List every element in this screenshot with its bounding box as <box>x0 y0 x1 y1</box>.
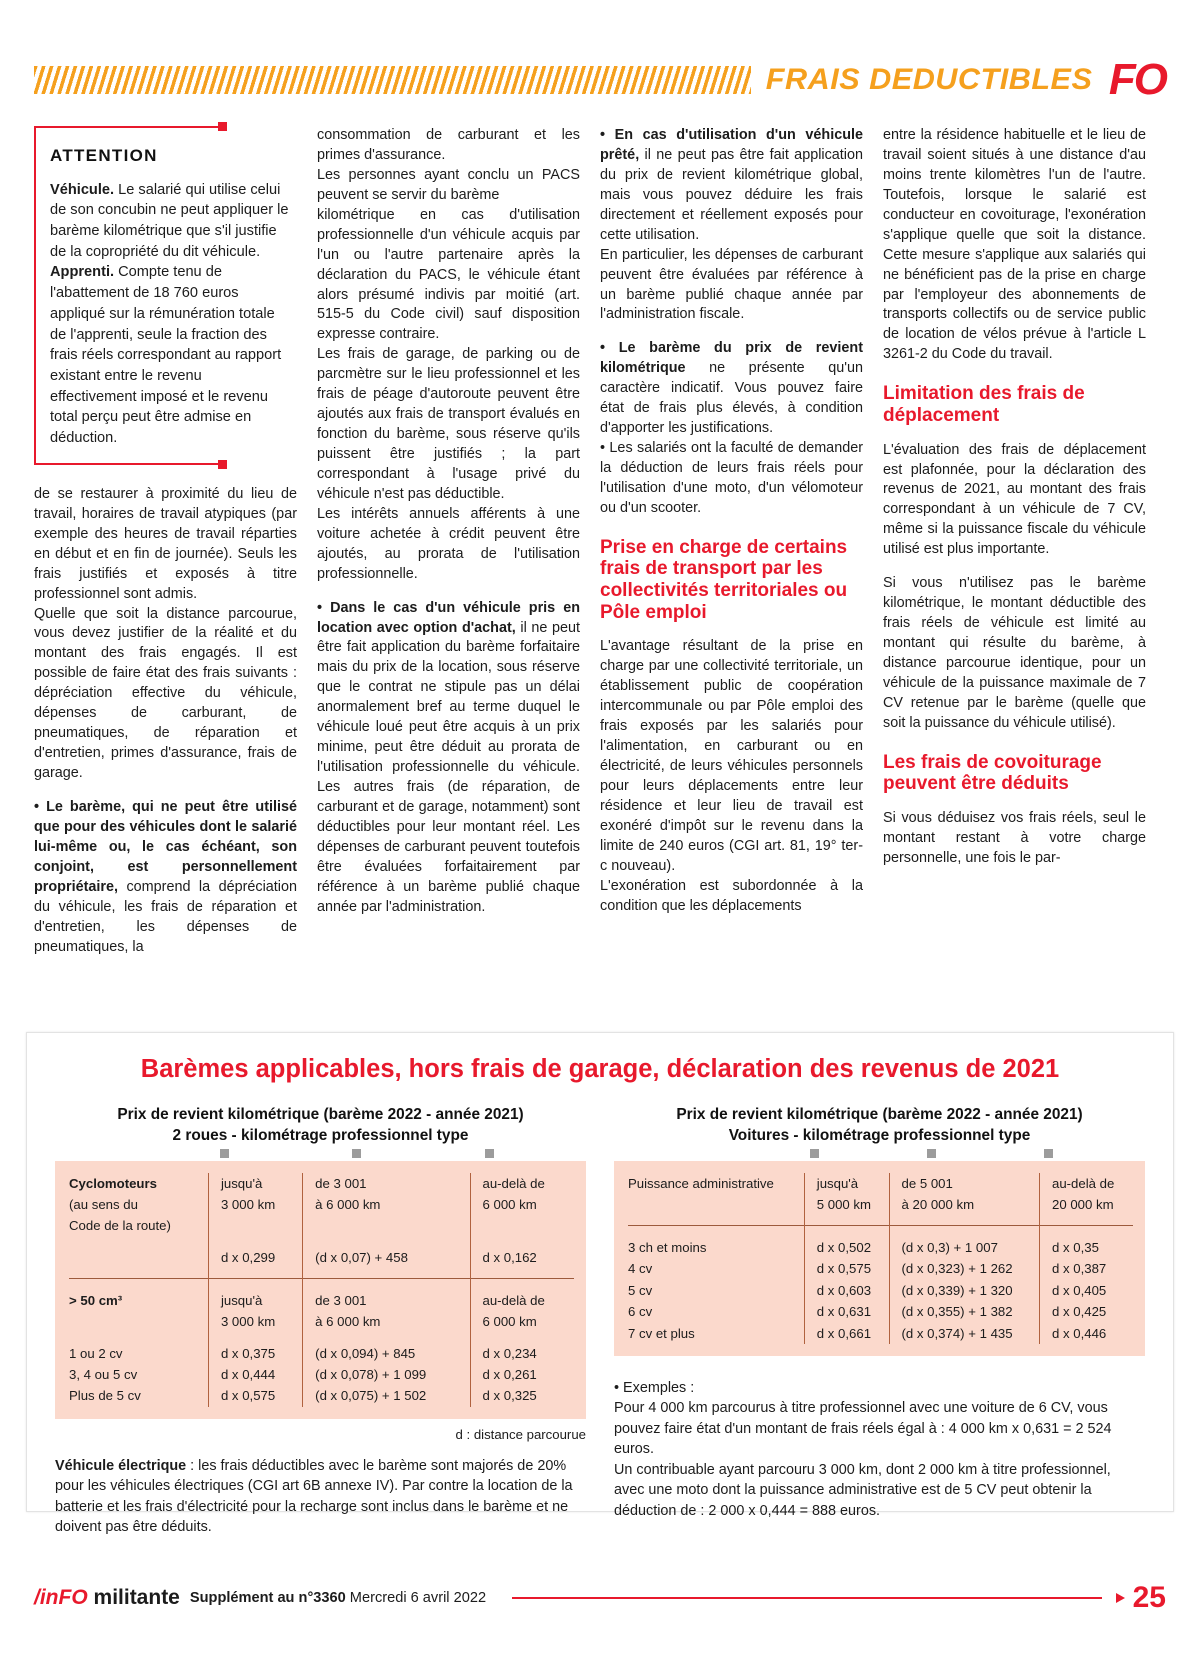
cell: au-delà de <box>1039 1173 1133 1194</box>
row-label <box>628 1194 804 1215</box>
table-2roues-title: Prix de revient kilométrique (barème 2022 - année 2021) <box>117 1106 524 1123</box>
row-label: > 50 cm³ <box>69 1278 208 1311</box>
row-label: Cyclomoteurs <box>69 1175 157 1191</box>
cell: (d x 0,374) + 1 435 <box>889 1323 1039 1344</box>
cell <box>208 1215 302 1236</box>
column-tick-icon-3 <box>485 1149 494 1158</box>
cell: d x 0,603 <box>804 1280 889 1301</box>
cell: d x 0,405 <box>1039 1280 1133 1301</box>
cell: d x 0,575 <box>208 1385 302 1406</box>
distance-note: d : distance parcourue <box>455 1426 586 1442</box>
cell: (d x 0,339) + 1 320 <box>889 1280 1039 1301</box>
cell: d x 0,299 <box>208 1247 302 1268</box>
col3-paragraph-6: L'exonération est subordonnée à la condition que les déplacements <box>600 877 863 914</box>
table-row <box>628 1173 1133 1194</box>
page-footer <box>34 1581 1166 1615</box>
col3-paragraph-5: L'avantage résultant de la prise en charge par une collectivité territoriale, un établissement public de coopération intercommunale ou par Pôle emploi des frais exposés par les salariés pour l'alimentation, en carburant ou en électricité, de leurs véhicules personnels pour leurs déplacements entre leur résidence et leur lieu de travail est exonéré d'impôt sur le revenu dans la limite de 240 euros (CGI art. 81, 19° ter-c nouveau). <box>600 638 863 874</box>
cell: d x 0,502 <box>804 1225 889 1258</box>
column-tick-icon-1 <box>810 1149 819 1158</box>
attention-p1-text: Le salarié qui utilise celui de son concubin ne peut appliquer le barème kilométrique que s'il justifie de la copropriété du dit véhicule. <box>50 181 289 260</box>
page-title: FRAIS DEDUCTIBLES <box>765 63 1093 96</box>
cell: (d x 0,094) + 845 <box>303 1343 470 1364</box>
cell: d x 0,444 <box>208 1364 302 1385</box>
column-3 <box>600 126 863 1016</box>
attention-box <box>34 126 297 465</box>
row-label: 5 cv <box>628 1282 653 1298</box>
cell: 5 000 km <box>804 1194 889 1215</box>
heading-limitation-frais: Limitation des frais de déplacement <box>883 383 1085 426</box>
supplement-info <box>190 1590 486 1606</box>
col3-p3-text: ne présente qu'un caractère indicatif. Vous pouvez faire état de frais plus élevés, à condition d'apporter les justifications. <box>600 360 863 437</box>
cell: d x 0,325 <box>470 1385 574 1406</box>
cell <box>470 1215 574 1236</box>
cell: d x 0,661 <box>804 1323 889 1344</box>
cell: d x 0,261 <box>470 1364 574 1385</box>
attention-p1-lead: Véhicule. <box>50 181 115 198</box>
cell: d x 0,575 <box>804 1258 889 1279</box>
col3-p1-text: il ne peut pas être fait application du prix de revient kilométrique global, mais vous pouvez déduire les frais directement et réellement exposés pour cette utilisation. <box>600 146 863 243</box>
column-2 <box>317 126 580 1016</box>
cell: (d x 0,07) + 458 <box>303 1247 470 1268</box>
table-caption-voitures <box>614 1104 1145 1147</box>
col4-paragraph-1: entre la résidence habituelle et le lieu de travail soient situés à une distance d'au moins trente kilomètres l'un de l'autre. Toutefois, lorsque le salarié est conducteur en covoiturage, l'exonération s'applique quelle que soit la distance. Cette mesure s'applique aux salariés qui ne bénéficient pas de la prise en charge par l'employeur des abonnements de transports collectifs ou de service public de location de vélos prévue à l'article L 3261-2 du Code du travail. <box>883 127 1146 363</box>
col2-paragraph-2: Les personnes ayant conclu un PACS peuvent se servir du barème <box>317 166 580 203</box>
table-row <box>628 1194 1133 1215</box>
cell: 3 000 km <box>208 1194 302 1215</box>
info-militante-logo <box>34 1586 180 1610</box>
fo-logo: FO <box>1108 55 1166 105</box>
row-label <box>69 1247 208 1268</box>
cell: d x 0,234 <box>470 1343 574 1364</box>
row-label <box>69 1311 208 1332</box>
col1-p3-lead: • Le barème, qui ne peut être utilisé que pour des véhicules dont le salarié lui-même ou, le cas échéant, son conjoint, est personnellement propriétaire, <box>34 798 297 895</box>
supplement-number: Supplément au n°3360 <box>189 1590 346 1606</box>
cell: à 20 000 km <box>889 1194 1039 1215</box>
col3-paragraph-3 <box>600 339 863 439</box>
col2-paragraph-1: consommation de carburant et les primes d'assurance. <box>317 127 580 163</box>
attention-body <box>50 180 291 449</box>
header-label: Puissance administrative <box>628 1175 774 1191</box>
table-spacer-row <box>69 1237 574 1247</box>
cell: d x 0,446 <box>1039 1323 1133 1344</box>
cell: d x 0,631 <box>804 1301 889 1322</box>
table-block-voitures <box>600 1104 1159 1538</box>
cell: 6 000 km <box>470 1311 574 1332</box>
column-tick-icon-2 <box>352 1149 361 1158</box>
cell: jusqu'à <box>208 1173 302 1194</box>
row-label: 3, 4 ou 5 cv <box>69 1366 138 1382</box>
column-1 <box>34 126 297 1016</box>
table-row <box>69 1173 574 1194</box>
table-row <box>69 1247 574 1268</box>
row-label: Code de la route) <box>69 1218 171 1234</box>
table-row <box>69 1385 574 1406</box>
cell: d x 0,425 <box>1039 1301 1133 1322</box>
table-block-2-roues <box>41 1104 600 1538</box>
col2-p6-lead: • Dans le cas d'un véhicule pris en location avec option d'achat, <box>317 599 580 636</box>
col1-p3-text: comprend la dépréciation du véhicule, les frais de réparation et d'entretien, les dépenses de pneumatiques, la <box>34 878 297 955</box>
cell: jusqu'à <box>208 1278 302 1311</box>
table-voitures-subtitle: Voitures - kilométrage professionnel type <box>728 1127 1031 1145</box>
baremes-panel-title: Barèmes applicables, hors frais de garage, déclaration des revenus de 2021 <box>140 1055 1060 1083</box>
row-label: 4 cv <box>628 1261 653 1277</box>
col3-p1-lead: • En cas d'utilisation d'un véhicule prêté, <box>600 127 863 163</box>
attention-p2-lead: Apprenti. <box>50 264 115 281</box>
examples-title: • Exemples : <box>614 1379 695 1396</box>
col3-p3-lead: • Le barème du prix de revient kilométrique <box>600 340 863 377</box>
row-label: 6 cv <box>628 1304 653 1320</box>
col2-paragraph-6 <box>317 599 580 918</box>
table-row <box>628 1225 1133 1258</box>
col3-paragraph-4: • Les salariés ont la faculté de demander la déduction de leurs frais réels pour l'utilisation d'une moto, d'un vélomoteur ou d'un scooter. <box>600 440 863 516</box>
col2-paragraph-5: Les intérêts annuels afférents à une voiture achetée à crédit peuvent être ajoutés, au prorata de l'utilisation professionnelle. <box>317 505 580 582</box>
cell: (d x 0,3) + 1 007 <box>889 1225 1039 1258</box>
column-tick-icon-1 <box>220 1149 229 1158</box>
electric-vehicle-note <box>55 1456 586 1538</box>
cell: (d x 0,323) + 1 262 <box>889 1258 1039 1279</box>
heading-covoiturage: Les frais de covoiturage peuvent être déduits <box>883 751 1102 795</box>
col2-paragraph-3: kilométrique en cas d'utilisation professionnelle d'un véhicule acquis par l'un ou l'autre partenaire après la déclaration du PACS, le véhicule étant alors présumé indivis par moitié (art. 515-5 du Code civil) sauf disposition expresse contraire. <box>317 206 580 343</box>
row-label: 3 ch et moins <box>628 1225 804 1258</box>
corner-square-top-icon <box>218 122 227 131</box>
table-row <box>628 1301 1133 1322</box>
table-voitures-title: Prix de revient kilométrique (barème 2022 - année 2021) <box>676 1106 1083 1123</box>
footer-rule <box>512 1597 1102 1599</box>
electric-note-lead: Véhicule électrique <box>55 1457 187 1474</box>
col4-paragraph-4: Si vous déduisez vos frais réels, seul le montant restant à votre charge personnelle, une fois le par- <box>883 810 1146 866</box>
electric-note-text: : les frais déductibles avec le barème sont majorés de 20% pour les véhicules électriques (CGI art 6B annexe IV). Par contre la location de la batterie et les frais d'électricité pour la recharge sont inclus dans le barème et ne doivent pas être déduits. <box>55 1457 573 1536</box>
row-label: 7 cv et plus <box>628 1325 695 1341</box>
examples-block <box>614 1378 1145 1521</box>
attention-title: ATTENTION <box>50 146 158 165</box>
cell: 3 000 km <box>208 1311 302 1332</box>
cell: au-delà de <box>470 1278 574 1311</box>
supplement-date: Mercredi 6 avril 2022 <box>345 1590 487 1606</box>
arrow-icon <box>1116 1593 1125 1603</box>
col1-paragraph-1: de se restaurer à proximité du lieu de travail, horaires de travail atypiques (par exemple des heures de travail réparties en début et en fin de journée). Seuls les frais justifiés et exposés à titre professionnel sont admis. <box>34 485 297 602</box>
page-header <box>34 52 1166 108</box>
column-tick-icon-2 <box>927 1149 936 1158</box>
cell: (d x 0,355) + 1 382 <box>889 1301 1039 1322</box>
cell: au-delà de <box>470 1173 574 1194</box>
col3-paragraph-1 <box>600 126 863 246</box>
col2-paragraph-4: Les frais de garage, de parking ou de parcmètre sur le lieu professionnel et les frais de péage d'autoroute peuvent être ajoutés aux frais de transport évalués en fonction du barème, sous réserve qu'ils puissent être justifiés ; la part correspondant à l'usage privé du véhicule n'est pas déductible. <box>317 346 580 502</box>
table-voitures <box>628 1173 1133 1344</box>
column-4 <box>883 126 1146 1016</box>
col1-paragraph-2: Quelle que soit la distance parcourue, vous devez justifier de la réalité et du montant des frais engagés. Il est possible de faire état des frais suivants : dépréciation effective du véhicule, dépenses de carburant, de pneumatiques, de réparation et d'entretien, primes d'assurance, frais de garage. <box>34 605 297 781</box>
corner-square-bottom-icon <box>218 460 227 469</box>
cell: à 6 000 km <box>303 1311 470 1332</box>
cell: à 6 000 km <box>303 1194 470 1215</box>
table-2roues <box>69 1173 574 1407</box>
table-row <box>69 1364 574 1385</box>
table-2roues-subtitle: 2 roues - kilométrage professionnel type <box>172 1127 469 1145</box>
example-2: Un contribuable ayant parcouru 3 000 km, dont 2 000 km à titre professionnel, avec une moto dont la puissance administrative est de 5 CV peut obtenir la déduction de : 2 000 x 0,444 = 888 euros. <box>614 1461 1111 1519</box>
attention-p2-text: Compte tenu de l'abattement de 18 760 euros appliqué sur la rémunération totale de l'apprenti, seule la fraction des frais réels correspondant au rapport existant entre le revenu effectivement imposé et le revenu total perçu peut être admise en déduction. <box>50 264 282 447</box>
table-row <box>69 1194 574 1215</box>
baremes-panel <box>26 1032 1174 1536</box>
col3-paragraph-2: En particulier, les dépenses de carburant peuvent être évaluées par référence à un barème publié chaque année par l'administration fiscale. <box>600 246 863 323</box>
cell: 6 000 km <box>470 1194 574 1215</box>
baremes-tables-row <box>27 1104 1173 1538</box>
cell: de 3 001 <box>303 1173 470 1194</box>
column-tick-icon-3 <box>1044 1149 1053 1158</box>
article-columns <box>34 126 1166 1016</box>
hatch-pattern-decoration <box>34 66 751 94</box>
example-1: Pour 4 000 km parcourus à titre professionnel avec une voiture de 6 CV, vous pouvez faire état d'un montant de frais réels égal à : 4 000 km x 0,631 = 2 524 euros. <box>614 1400 1112 1458</box>
cell: d x 0,387 <box>1039 1258 1133 1279</box>
col1-paragraph-3 <box>34 798 297 958</box>
cell: (d x 0,078) + 1 099 <box>303 1364 470 1385</box>
table-row <box>628 1258 1133 1279</box>
table-caption-2-roues <box>55 1104 586 1147</box>
table-spacer-row <box>69 1333 574 1343</box>
logo-militante: militante <box>93 1586 180 1609</box>
table-voitures-grid <box>614 1161 1145 1356</box>
col4-paragraph-2: L'évaluation des frais de déplacement est plafonnée, pour la déclaration des revenus de 2021, au montant des frais correspondant à un véhicule de 7 CV, même si la puissance fiscale du véhicule utilisé est plus importante. <box>883 441 1146 558</box>
logo-slash: / <box>34 1586 40 1609</box>
table-2roues-grid <box>55 1161 586 1419</box>
table-row <box>628 1323 1133 1344</box>
table-row <box>69 1278 574 1311</box>
table-row <box>69 1215 574 1236</box>
cell: d x 0,35 <box>1039 1225 1133 1258</box>
col4-paragraph-3: Si vous n'utilisez pas le barème kilométrique, le montant déductible des frais réels de véhicule est limité au montant qui résulte du barème, à distance parcourue identique, pour un véhicule de la puissance maximale de 7 CV retenue par le barème (quelle que soit la puissance du véhicule utilisé). <box>883 575 1146 731</box>
table-row <box>628 1280 1133 1301</box>
cell: d x 0,162 <box>470 1247 574 1268</box>
row-label: Plus de 5 cv <box>69 1388 141 1404</box>
cell <box>303 1215 470 1236</box>
table-spacer-row <box>628 1215 1133 1225</box>
page-number: 25 <box>1132 1581 1166 1614</box>
cell: 20 000 km <box>1039 1194 1133 1215</box>
col2-p6-text: il ne peut être fait application du barème forfaitaire mais du prix de la location, sous réserve que le contrat ne stipule pas un délai anormalement bref au terme duquel le véhicule loué peut être acquis à un prix minime, peut être déduit au prorata de l'utilisation professionnelle du véhicule. Les autres frais (de réparation, de carburant et de garage, notamment) sont déductibles pour leur montant réel. Les dépenses de carburant peuvent toutefois être évaluées forfaitairement par référence à un barème publié chaque année par l'administration. <box>317 619 580 915</box>
table-row <box>69 1343 574 1364</box>
cell: (d x 0,075) + 1 502 <box>303 1385 470 1406</box>
row-label: (au sens du <box>69 1196 138 1212</box>
cell: d x 0,375 <box>208 1343 302 1364</box>
cell: de 5 001 <box>889 1173 1039 1194</box>
cell: de 3 001 <box>303 1278 470 1311</box>
heading-prise-en-charge: Prise en charge de certains frais de transport par les collectivités territoriales ou Pôle emploi <box>600 536 848 623</box>
logo-info: inFO <box>39 1586 88 1609</box>
table-row <box>69 1311 574 1332</box>
table-spacer-row <box>69 1268 574 1278</box>
cell: jusqu'à <box>804 1173 889 1194</box>
row-label: 1 ou 2 cv <box>69 1345 123 1361</box>
